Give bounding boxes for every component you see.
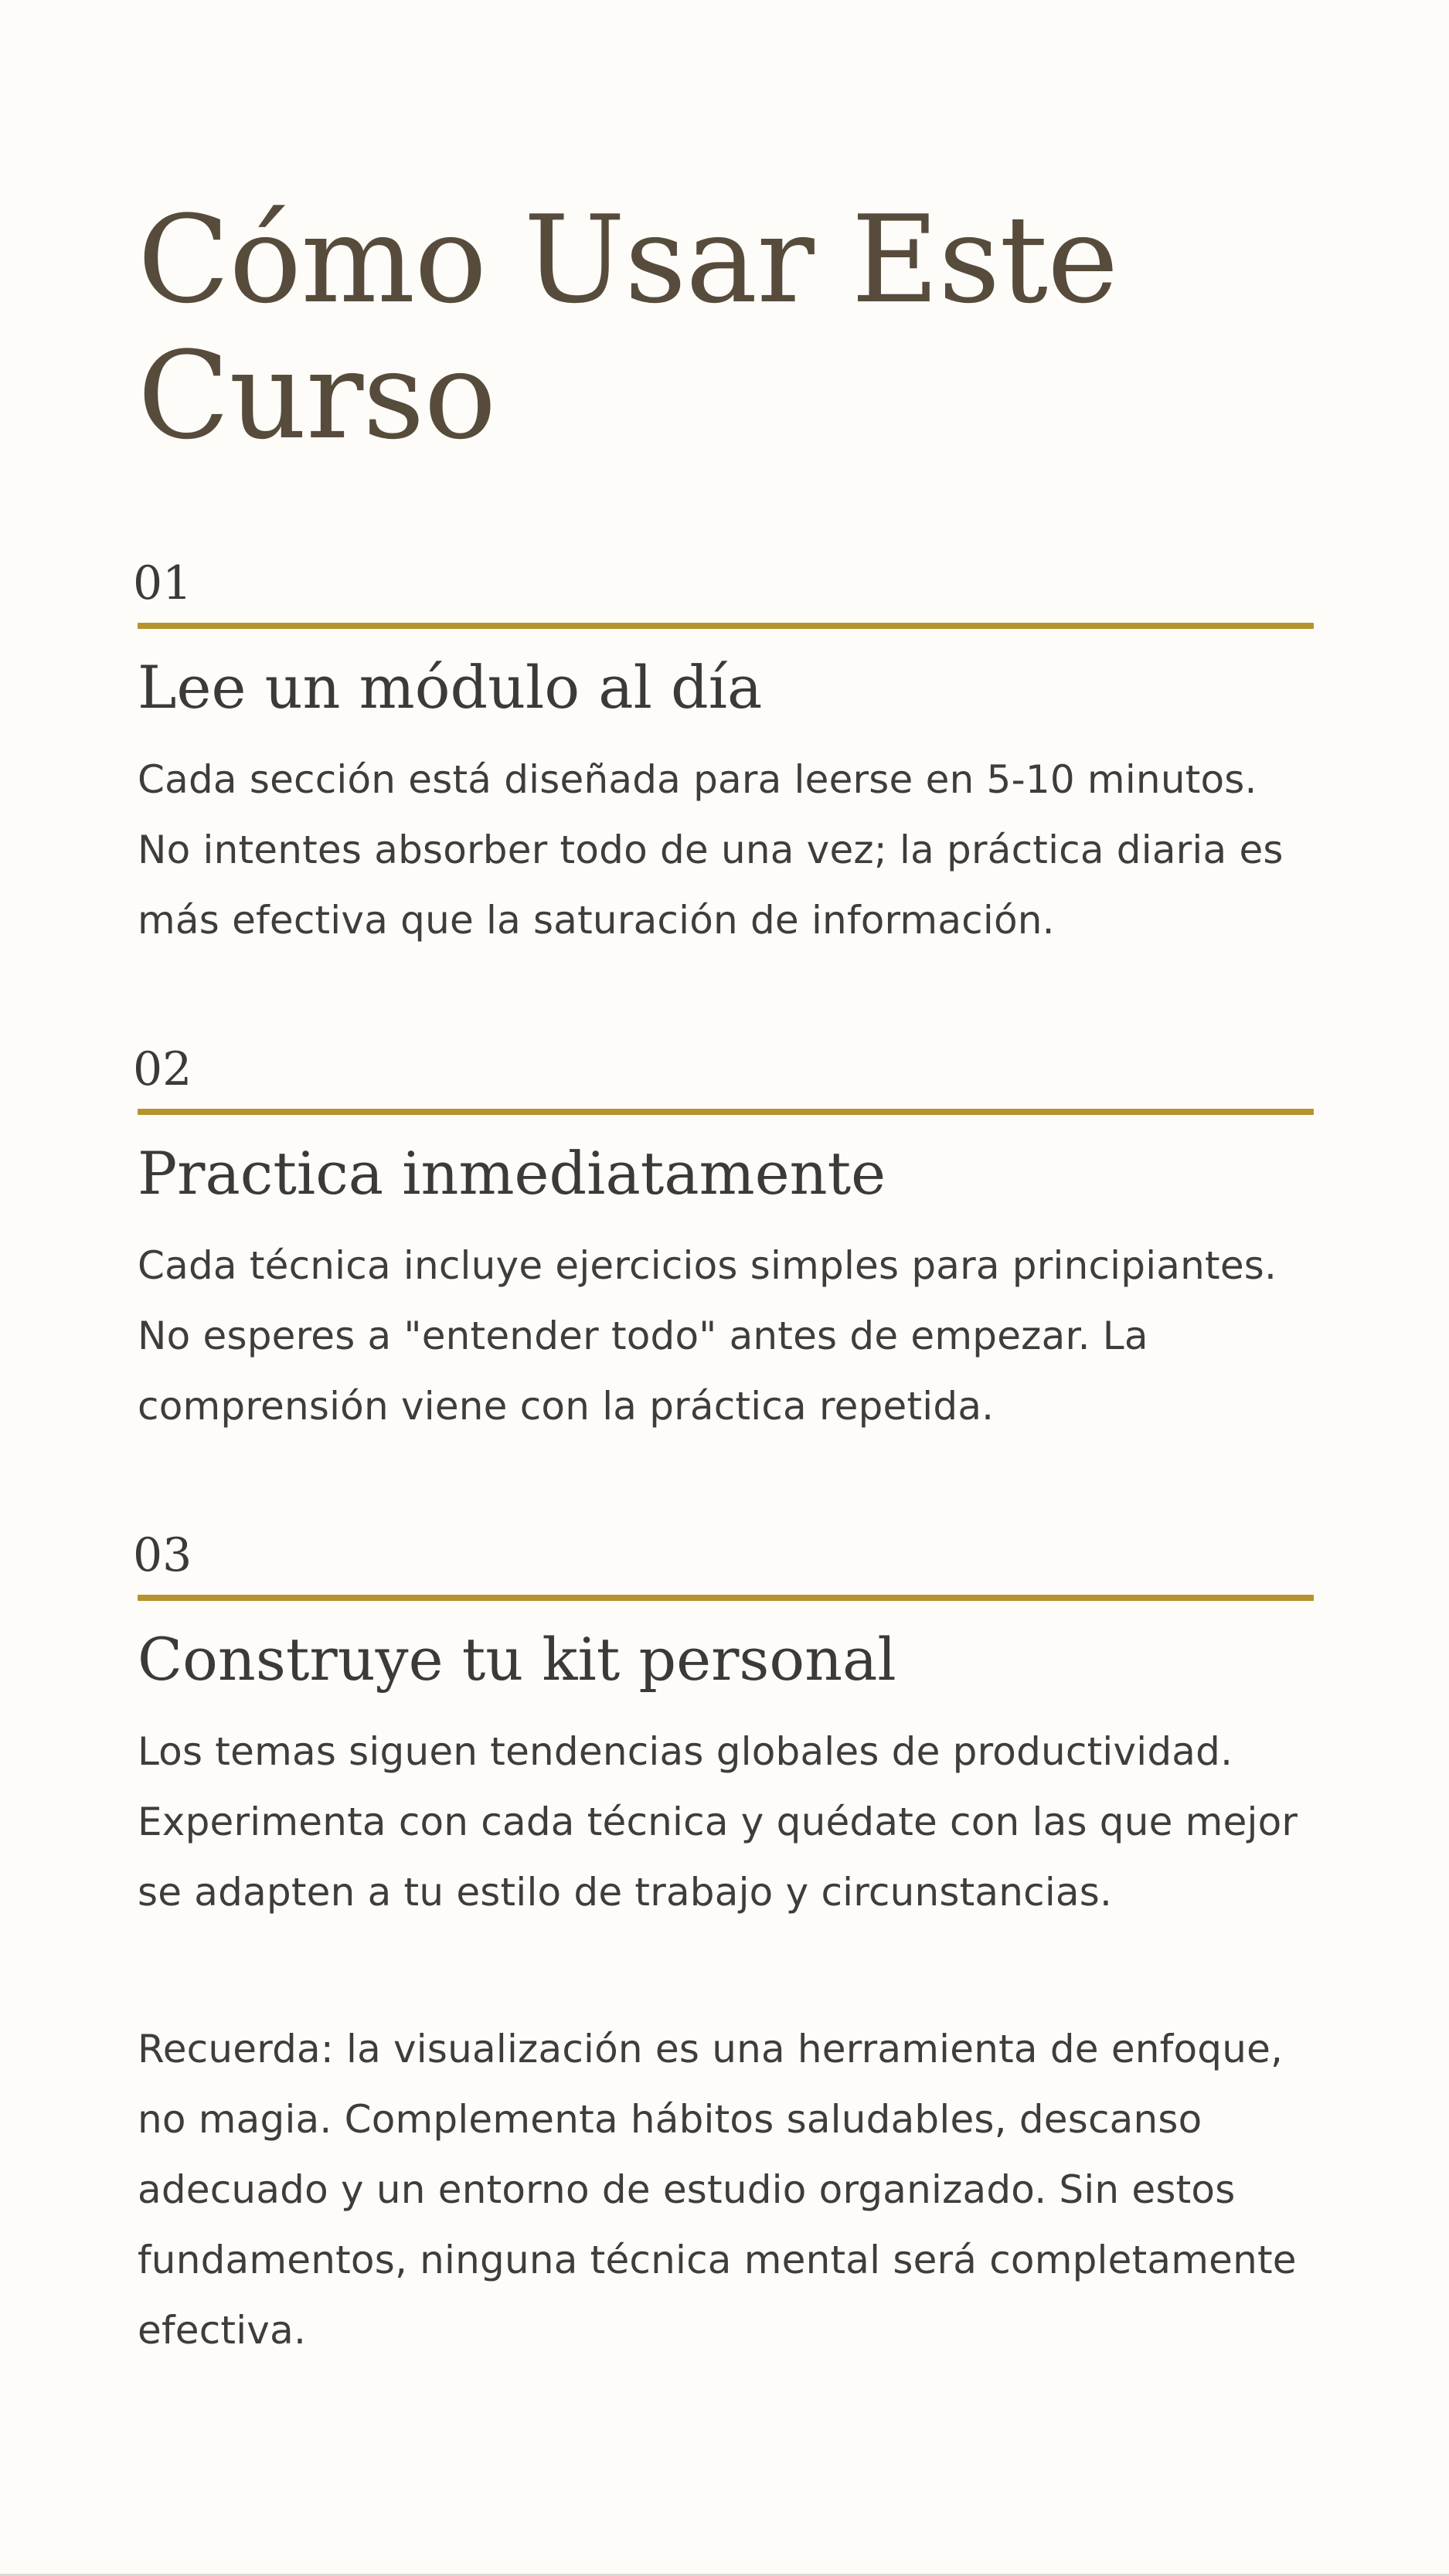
step-body: Los temas siguen tendencias globales de productividad. Experimenta con cada técnica y quédate con las que mejor se adapten a tu estilo de trabajo y circunstancias. — [138, 1729, 1298, 1915]
steps-list — [133, 556, 1314, 1928]
step-heading: Lee un módulo al día — [138, 653, 763, 722]
step-number: 03 — [133, 1528, 192, 1582]
step-heading: Practica inmediatamente — [138, 1139, 886, 1208]
step-2 — [133, 1042, 1314, 1442]
step-1 — [133, 556, 1314, 956]
reminder-note: Recuerda: la visualización es una herramienta de enfoque, no magia. Complementa hábitos saludables, descanso adecuado y un entorno de estudio organizado. Sin estos fundamentos, ninguna técnica mental será completamente efectiva. — [138, 2027, 1297, 2353]
step-body: Cada técnica incluye ejercicios simples para principiantes. No esperes a "entender todo" antes de empezar. La comprensión viene con la práctica repetida. — [138, 1243, 1277, 1429]
step-divider — [138, 1109, 1314, 1115]
step-body: Cada sección está diseñada para leerse en 5-10 minutos. No intentes absorber todo de una vez; la práctica diaria es más efectiva que la saturación de información. — [138, 757, 1284, 943]
step-divider — [138, 1595, 1314, 1601]
step-number: 01 — [133, 556, 192, 610]
step-number: 02 — [133, 1042, 192, 1096]
step-divider — [138, 623, 1314, 629]
step-3 — [133, 1528, 1314, 1928]
page-title: Cómo Usar Este Curso — [138, 189, 1118, 466]
step-heading: Construye tu kit personal — [138, 1625, 896, 1694]
